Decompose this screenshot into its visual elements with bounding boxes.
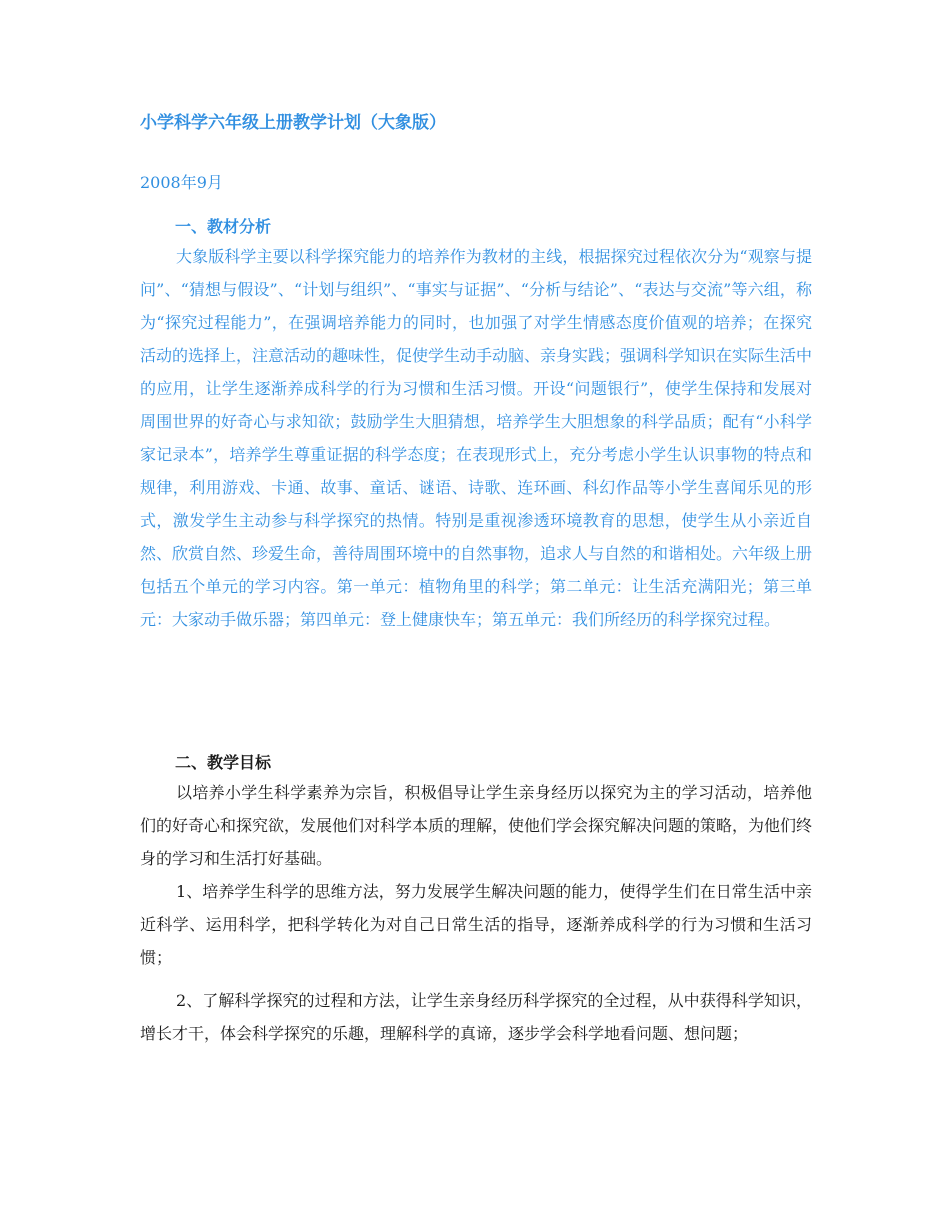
section-heading-teaching-goals: 二、教学目标 [175, 753, 272, 772]
document-date: 2008年9月 [140, 173, 223, 192]
teaching-goal-item-1: 1、培养学生科学的思维方法，努力发展学生解决问题的能力，使得学生们在日常生活中亲近科学、运用科学，把科学转化为对自己日常生活的指导，逐渐养成科学的行为习惯和生活习惯； [140, 882, 812, 967]
teaching-goal-item-2: 2、了解科学探究的过程和方法，让学生亲身经历科学探究的全过程，从中获得科学知识，增长才干，体会科学探究的乐趣，理解科学的真谛，逐步学会科学地看问题、想问题； [140, 991, 812, 1043]
teaching-goals-intro: 以培养小学生科学素养为宗旨，积极倡导让学生亲身经历以探究为主的学习活动，培养他们的好奇心和探究欲，发展他们对科学本质的理解，使他们学会探究解决问题的策略，为他们终身的学习和生活打好基础。 [140, 783, 813, 868]
document-title: 小学科学六年级上册教学计划（大象版） [140, 113, 446, 133]
section-heading-materials-analysis: 一、教材分析 [175, 217, 272, 236]
section-body-materials-analysis: 大象版科学主要以科学探究能力的培养作为教材的主线，根据探究过程依次分为“观察与提问”、“猜想与假设”、“计划与组织”、“事实与证据”、“分析与结论”、“表达与交流”等六组，称为“探究过程能力”，在强调培养能力的同时，也加强了对学生情感态度价值观的培养；在探究活动的选择上，注意活动的趣味性，促使学生动手动脑、亲身实践；强调科学知识在实际生活中的应用，让学生逐渐养成科学的行为习惯和生活习惯。开设“问题银行”，使学生保持和发展对周围世界的好奇心与求知欲；鼓励学生大胆猜想，培养学生大胆想象的科学品质；配有“小科学家记录本”，培养学生尊重证据的科学态度；在表现形式上，充分考虑小学生认识事物的特点和规律，利用游戏、卡通、故事、童话、谜语、诗歌、连环画、科幻作品等小学生喜闻乐见的形式，激发学生主动参与科学探究的热情。特别是重视渗透环境教育的思想，使学生从小亲近自然、欣赏自然、珍爱生命，善待周围环境中的自然事物，追求人与自然的和谐相处。六年级上册包括五个单元的学习内容。第一单元：植物角里的科学；第二单元：让生活充满阳光；第三单元：大家动手做乐器；第四单元：登上健康快车；第五单元：我们所经历的科学探究过程。 [140, 247, 813, 629]
